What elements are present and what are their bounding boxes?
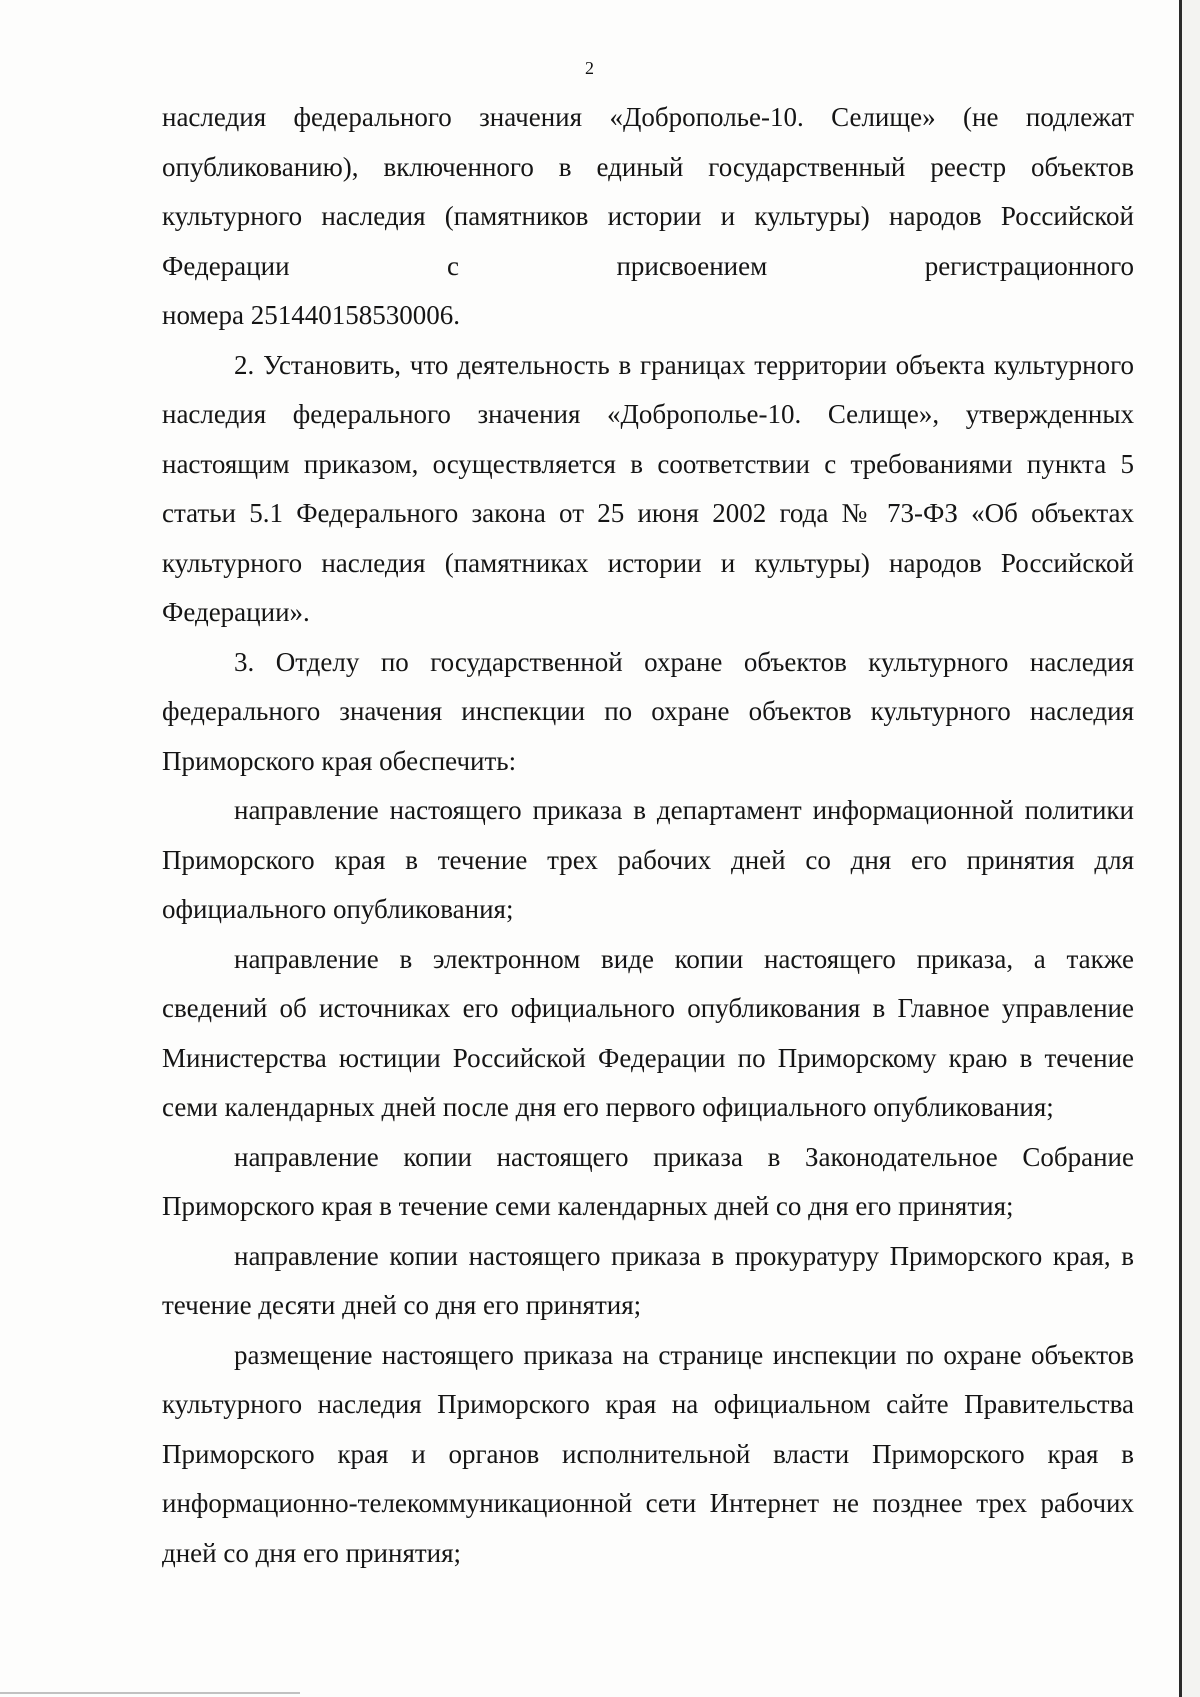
document-body bbox=[162, 93, 1134, 1578]
paragraph-send-to-information-policy: направление настоящего приказа в департамент информационной политики Приморского края в течение трех рабочих дней со дня его принятия для официального опубликования; bbox=[162, 795, 1134, 924]
page-number: 2 bbox=[585, 58, 594, 78]
paragraph-heritage-object-registration: наследия федерального значения «Доброполье-10. Селище» (не подлежат опубликованию), включенного в единый государственный реестр объектов культурного наследия (памятников истории и культуры) народов Российской Федерации с присвоением регистрационного bbox=[162, 102, 1134, 281]
paragraph-item-2-activity: 2. Установить, что деятельность в границах территории объекта культурного наследия федерального значения «Доброполье-10. Селище», утвержденных настоящим приказом, осуществляется в соответствии с требованиями пункта 5 статьи 5.1 Федерального закона от 25 июня 2002 года № 73-ФЗ «Об объектах культурного наследия (памятниках истории и культуры) народов Российской Федерации». bbox=[162, 349, 1134, 627]
scan-right-edge bbox=[1179, 0, 1182, 1697]
paragraph-item-3-department: 3. Отделу по государственной охране объектов культурного наследия федерального значения инспекции по охране объектов культурного наследия Приморского края обеспечить: bbox=[162, 646, 1134, 776]
paragraph-publish-on-website: размещение настоящего приказа на странице инспекции по охране объектов культурного наследия Приморского края на официальном сайте Правительства Приморского края и органов исполнительной власти Приморского края в информационно-телекоммуникационной сети Интернет не позднее трех рабочих дней со дня его принятия; bbox=[162, 1339, 1134, 1568]
paragraph-send-to-ministry-of-justice: направление в электронном виде копии настоящего приказа, а также сведений об источниках его официального опубликования в Главное управление Министерства юстиции Российской Федерации по Приморскому краю в течение семи календарных дней после дня его первого официального опубликования; bbox=[162, 943, 1134, 1122]
paragraph-send-to-legislative-assembly: направление копии настоящего приказа в Законодательное Собрание Приморского края в течение семи календарных дней со дня его принятия; bbox=[162, 1141, 1134, 1221]
paragraph-send-to-prosecutor: направление копии настоящего приказа в прокуратуру Приморского края, в течение десяти дней со дня его принятия; bbox=[162, 1240, 1134, 1320]
scan-bottom-edge bbox=[0, 1692, 300, 1694]
paragraph-registration-number: номера 251440158530006. bbox=[162, 300, 460, 330]
